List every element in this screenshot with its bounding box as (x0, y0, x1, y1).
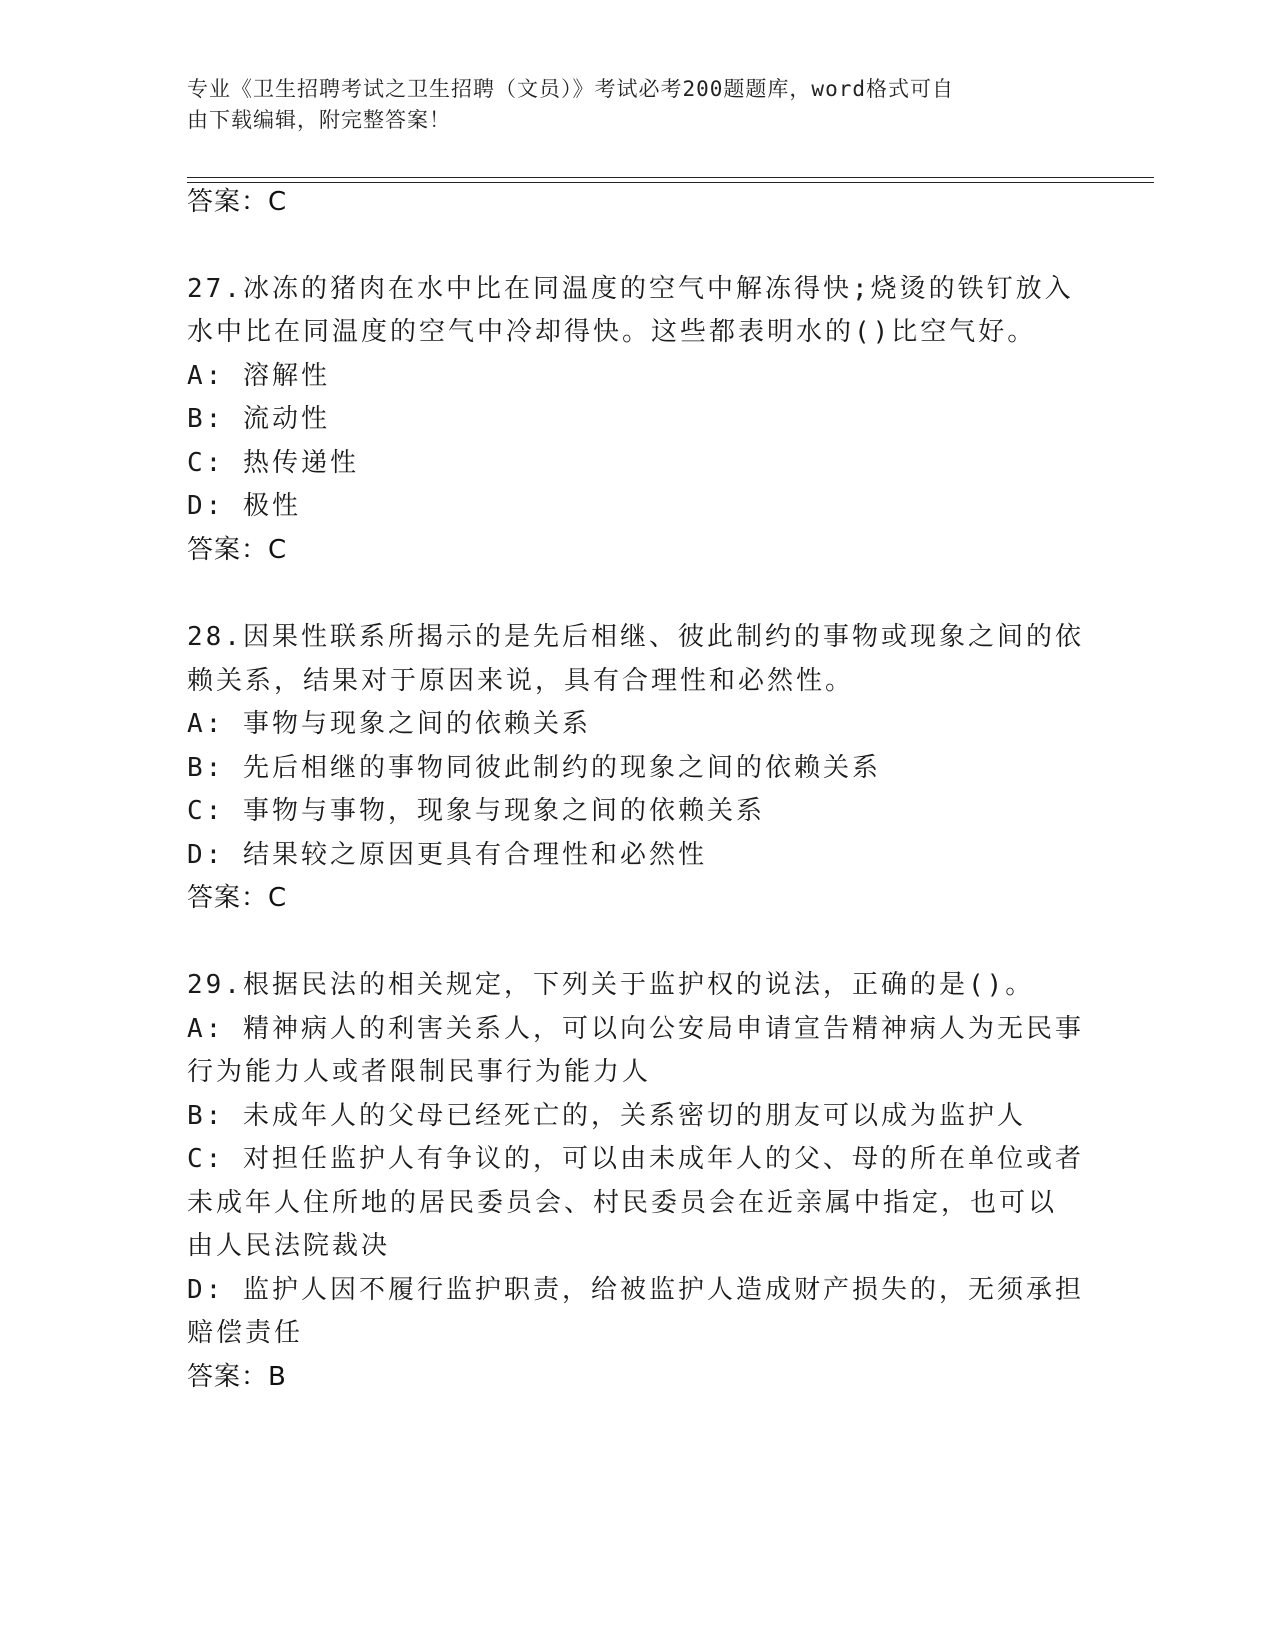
header-line-1: 专业《卫生招聘考试之卫生招聘（文员）》考试必考200题题库，word格式可自 (187, 77, 954, 101)
q27-answer: 答案：C (187, 535, 288, 565)
header-divider-bottom (187, 182, 1154, 183)
q29-option-a-line-2: 行为能力人或者限制民事行为能力人 (187, 1057, 652, 1087)
q29-option-d-line-1: D: 监护人因不履行监护职责，给被监护人造成财产损失的，无须承担 (187, 1275, 1084, 1305)
q29-option-c-line-2: 未成年人住所地的居民委员会、村民委员会在近亲属中指定，也可以 (187, 1188, 1058, 1218)
document-header (187, 74, 1067, 136)
q29-option-c-line-3: 由人民法院裁决 (187, 1231, 391, 1261)
q27-stem-line-2: 水中比在同温度的空气中冷却得快。这些都表明水的()比空气好。 (187, 317, 1037, 347)
q27-stem-line-1: 27.冰冻的猪肉在水中比在同温度的空气中解冻得快;烧烫的铁钉放入 (187, 274, 1074, 304)
q27-option-c: C: 热传递性 (187, 448, 359, 478)
q28-option-c: C: 事物与事物，现象与现象之间的依赖关系 (187, 796, 765, 826)
q27-option-d: D: 极性 (187, 491, 301, 521)
q29-option-a-line-1: A: 精神病人的利害关系人，可以向公安局申请宣告精神病人为无民事 (187, 1014, 1084, 1044)
q27-option-b: B: 流动性 (187, 404, 330, 434)
q27-option-a: A: 溶解性 (187, 361, 330, 391)
q28-stem-line-1: 28.因果性联系所揭示的是先后相继、彼此制约的事物或现象之间的依 (187, 622, 1084, 652)
q29-answer: 答案：B (187, 1362, 287, 1392)
q28-stem-line-2: 赖关系，结果对于原因来说，具有合理性和必然性。 (187, 666, 855, 696)
q29-option-c-line-1: C: 对担任监护人有争议的，可以由未成年人的父、母的所在单位或者 (187, 1144, 1084, 1174)
q28-option-a: A: 事物与现象之间的依赖关系 (187, 709, 591, 739)
header-line-2: 由下载编辑，附完整答案！ (187, 108, 451, 132)
q28-answer: 答案：C (187, 883, 288, 913)
q29-stem: 29.根据民法的相关规定，下列关于监护权的说法，正确的是()。 (187, 970, 1035, 1000)
q29-option-d-line-2: 赔偿责任 (187, 1318, 304, 1348)
q28-option-b: B: 先后相继的事物同彼此制约的现象之间的依赖关系 (187, 753, 881, 783)
answer-previous: 答案：C (187, 187, 288, 217)
header-divider-top (187, 177, 1154, 178)
q29-option-b: B: 未成年人的父母已经死亡的，关系密切的朋友可以成为监护人 (187, 1101, 1026, 1131)
q28-option-d: D: 结果较之原因更具有合理性和必然性 (187, 840, 707, 870)
